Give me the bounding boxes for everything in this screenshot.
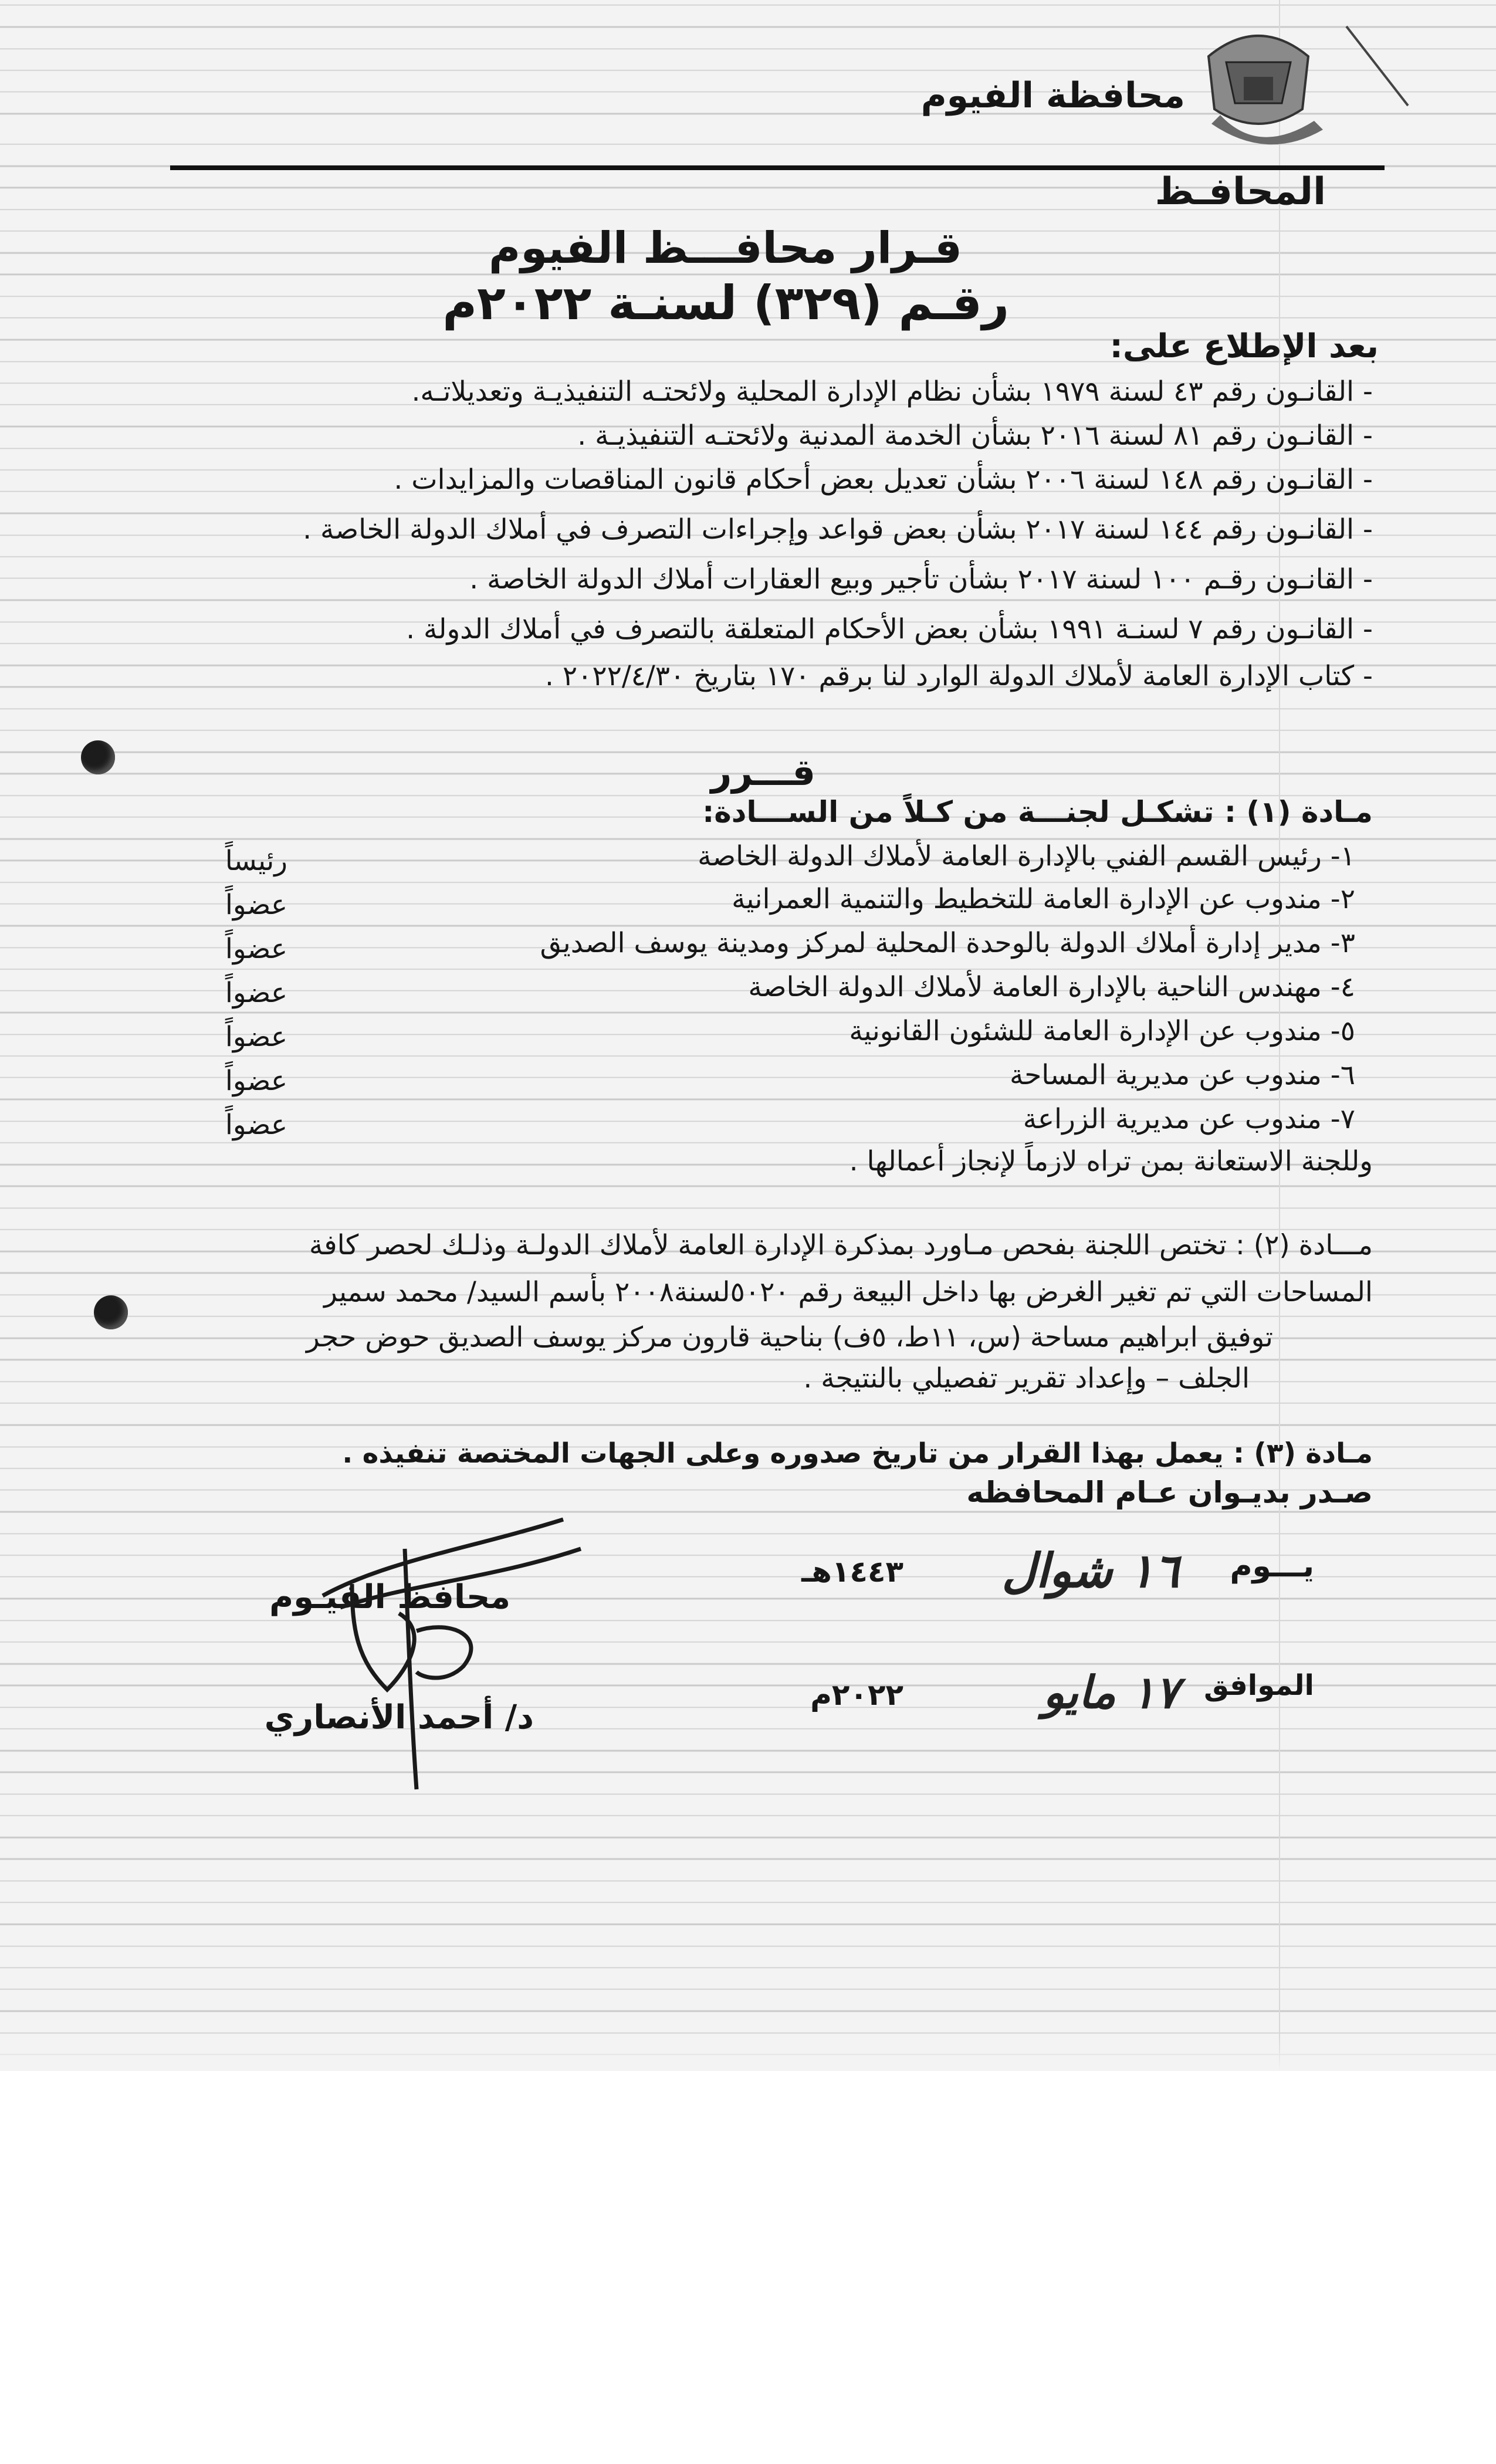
governorate-emblem: [1185, 21, 1332, 150]
member-item: ٣- مدير إدارة أملاك الدولة بالوحدة المحلية لمركز ومدينة يوسف الصديق: [540, 927, 1355, 959]
preamble-heading: بعد الإطلاع على:: [1109, 327, 1379, 365]
article1-closing: وللجنة الاستعانة بمن تراه لازماً لإنجاز أعمالها .: [849, 1145, 1373, 1177]
preamble-item: - كتاب الإدارة العامة لأملاك الدولة الوارد لنا برقم ١٧٠ بتاريخ ٢٠٢٢/٤/٣٠ .: [544, 660, 1373, 692]
member-role: عضواً: [225, 933, 287, 965]
preamble-item: - القانـون رقم ١٤٨ لسنة ٢٠٠٦ بشأن تعديل بعض أحكام قانون المناقصات والمزايدات .: [394, 463, 1373, 496]
article3: مـادة (٣) : يعمل بهذا القرار من تاريخ صدوره وعلى الجهات المختصة تنفيذه .: [342, 1437, 1373, 1470]
pen-mark: [1343, 23, 1414, 111]
member-item: ٥- مندوب عن الإدارة العامة للشئون القانونية: [849, 1015, 1355, 1047]
greg-year: ٢٠٢٢م: [810, 1678, 903, 1712]
equiv-label: الموافق: [1204, 1669, 1314, 1702]
day-label: يـــوم: [1230, 1549, 1314, 1584]
member-item: ٤- مهندس الناحية بالإدارة العامة لأملاك الدولة الخاصة: [748, 971, 1355, 1003]
article2-line: المساحات التي تم تغير الغرض بها داخل البيعة رقم ٥٠٢٠لسنة٢٠٠٨ بأسم السيد/ محمد سمير: [324, 1276, 1373, 1308]
member-role: عضواً: [225, 977, 287, 1009]
preamble-item: - القانـون رقم ٧ لسنـة ١٩٩١ بشأن بعض الأحكام المتعلقة بالتصرف في أملاك الدولة .: [406, 613, 1373, 645]
member-item: ٦- مندوب عن مديرية المساحة: [1010, 1059, 1355, 1091]
greg-handwritten: ١٧ مايو: [1043, 1666, 1179, 1718]
preamble-item: - القانـون رقم ١٤٤ لسنة ٢٠١٧ بشأن بعض قواعد وإجراءات التصرف في أملاك الدولة الخاصة .: [303, 513, 1373, 546]
preamble-item: - القانـون رقم ٨١ لسنة ٢٠١٦ بشأن الخدمة المدنية ولائحتـه التنفيذيـة .: [577, 419, 1373, 452]
member-role: عضواً: [225, 1021, 287, 1053]
resolved-heading: قـــرر: [710, 751, 815, 794]
member-item: ٧- مندوب عن مديرية الزراعة: [1023, 1103, 1355, 1135]
signatory-title: محافظ الفيـوم: [269, 1578, 510, 1616]
decision-title: قـرار محافـــظ الفيوم: [488, 223, 962, 273]
hijri-year: ١٤٤٣هـ: [801, 1555, 903, 1589]
member-role: رئيساً: [225, 845, 287, 877]
article1-heading: مـادة (١) : تشكـل لجنـــة من كـلاً من الســـادة:: [702, 795, 1373, 829]
preamble-item: - القانـون رقم ٤٣ لسنة ١٩٧٩ بشأن نظام الإدارة المحلية ولائحتـه التنفيذيـة وتعديلاتـه.: [411, 375, 1373, 408]
preamble-item: - القانـون رقـم ١٠٠ لسنة ٢٠١٧ بشأن تأجير وبيع العقارات أملاك الدولة الخاصة .: [469, 563, 1373, 595]
article2-line: الجلف – وإعداد تقرير تفصيلي بالنتيجة .: [803, 1362, 1250, 1395]
issued-at: صـدر بديـوان عـام المحافظه: [966, 1475, 1373, 1509]
governorate-name: محافظة الفيوم: [920, 75, 1185, 116]
day-handwritten: ١٦ شوال: [1001, 1543, 1179, 1598]
member-item: ٢- مندوب عن الإدارة العامة للتخطيط والتنمية العمرانية: [732, 883, 1355, 915]
article2-line: مـــادة (٢) : تختص اللجنة بفحص مـاورد بمذكرة الإدارة العامة لأملاك الدولـة وذلـك لحصر كافة: [309, 1229, 1373, 1261]
member-role: عضواً: [225, 889, 287, 921]
header-rule: [170, 165, 1385, 170]
punch-hole: [81, 740, 115, 774]
member-role: عضواً: [225, 1109, 287, 1141]
member-role: عضواً: [225, 1065, 287, 1097]
punch-hole: [94, 1295, 128, 1329]
member-item: ١- رئيس القسم الفني بالإدارة العامة لأملاك الدولة الخاصة: [698, 840, 1355, 872]
article2-line: توفيق ابراهيم مساحة (س، ١١ط، ٥ف) بناحية قارون مركز يوسف الصديق حوض حجر: [306, 1321, 1273, 1353]
handwritten-signature: [317, 1514, 610, 1795]
decision-number: رقـم (٣٢٩) لسنـة ٢٠٢٢م: [442, 276, 1009, 330]
office-title: المحافـظ: [1155, 170, 1326, 214]
signatory-name: د/ أحمد الأنصاري: [264, 1698, 534, 1737]
